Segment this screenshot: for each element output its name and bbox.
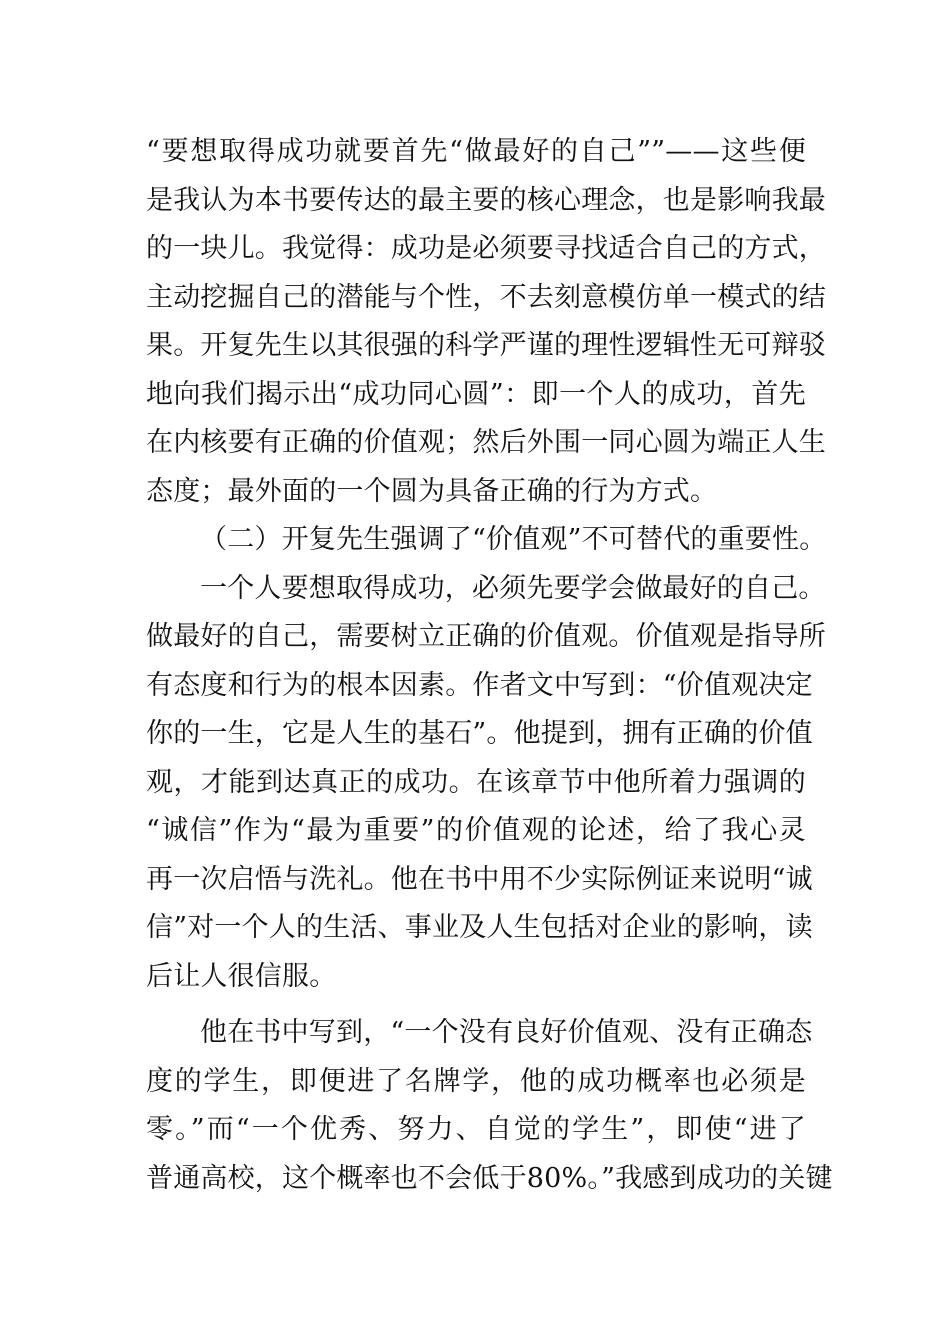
text-line: 主动挖掘自己的潜能与个性，不去刻意模仿单一模式的结 (146, 281, 826, 313)
text-line: 是我认为本书要传达的最主要的核心理念，也是影响我最 (146, 184, 826, 216)
text-line: 信”对一个人的生活、事业及人生包括对企业的影响，读 (146, 912, 813, 943)
text-line: 观，才能到达真正的成功。在该章节中他所着力强调的 (146, 766, 806, 798)
text-line: 普通高校，这个概率也不会低于80%。”我感到成功的关键 (146, 1162, 833, 1194)
text-line: 零。”而“一个优秀、努力、自觉的学生”，即使“进了 (146, 1114, 806, 1145)
text-line: 后让人很信服。 (146, 960, 337, 992)
text-line: 果。开复先生以其很强的科学严谨的理性逻辑性无可辩驳 (146, 330, 826, 361)
text-line: （二）开复先生强调了“价值观”不可替代的重要性。 (200, 524, 827, 555)
text-line: 一个人要想取得成功，必须先要学会做最好的自己。 (200, 572, 826, 604)
text-line: 地向我们揭示出“成功同心圆”：即一个人的成功，首先 (146, 378, 806, 410)
text-line: 的一块儿。我觉得：成功是必须要寻找适合自己的方式， (146, 233, 826, 264)
paragraph-gap (146, 1001, 806, 1009)
text-line: 有态度和行为的根本因素。作者文中写到：“价值观决定 (146, 669, 813, 701)
text-line: 度的学生，即便进了名牌学，他的成功概率也必须是 (146, 1065, 806, 1097)
text-line: “要想取得成功就要首先“做最好的自己””——这些便 (146, 136, 806, 167)
text-line: “诚信”作为“最为重要”的价值观的论述，给了我心灵 (146, 815, 806, 846)
text-line: 态度；最外面的一个圆为具备正确的行为方式。 (146, 475, 718, 507)
text-line: 你的一生，它是人生的基石”。他提到，拥有正确的价值 (146, 718, 813, 749)
text-line: 他在书中写到，“一个没有良好价值观、没有正确态 (200, 1017, 813, 1048)
text-line: 做最好的自己，需要树立正确的价值观。价值观是指导所 (146, 621, 826, 652)
text-line: 再一次启悟与洗礼。他在书中用不少实际例证来说明“诚 (146, 863, 813, 895)
body-text (146, 128, 833, 1203)
text-line: 在内核要有正确的价值观；然后外围一同心圆为端正人生 (146, 427, 826, 458)
